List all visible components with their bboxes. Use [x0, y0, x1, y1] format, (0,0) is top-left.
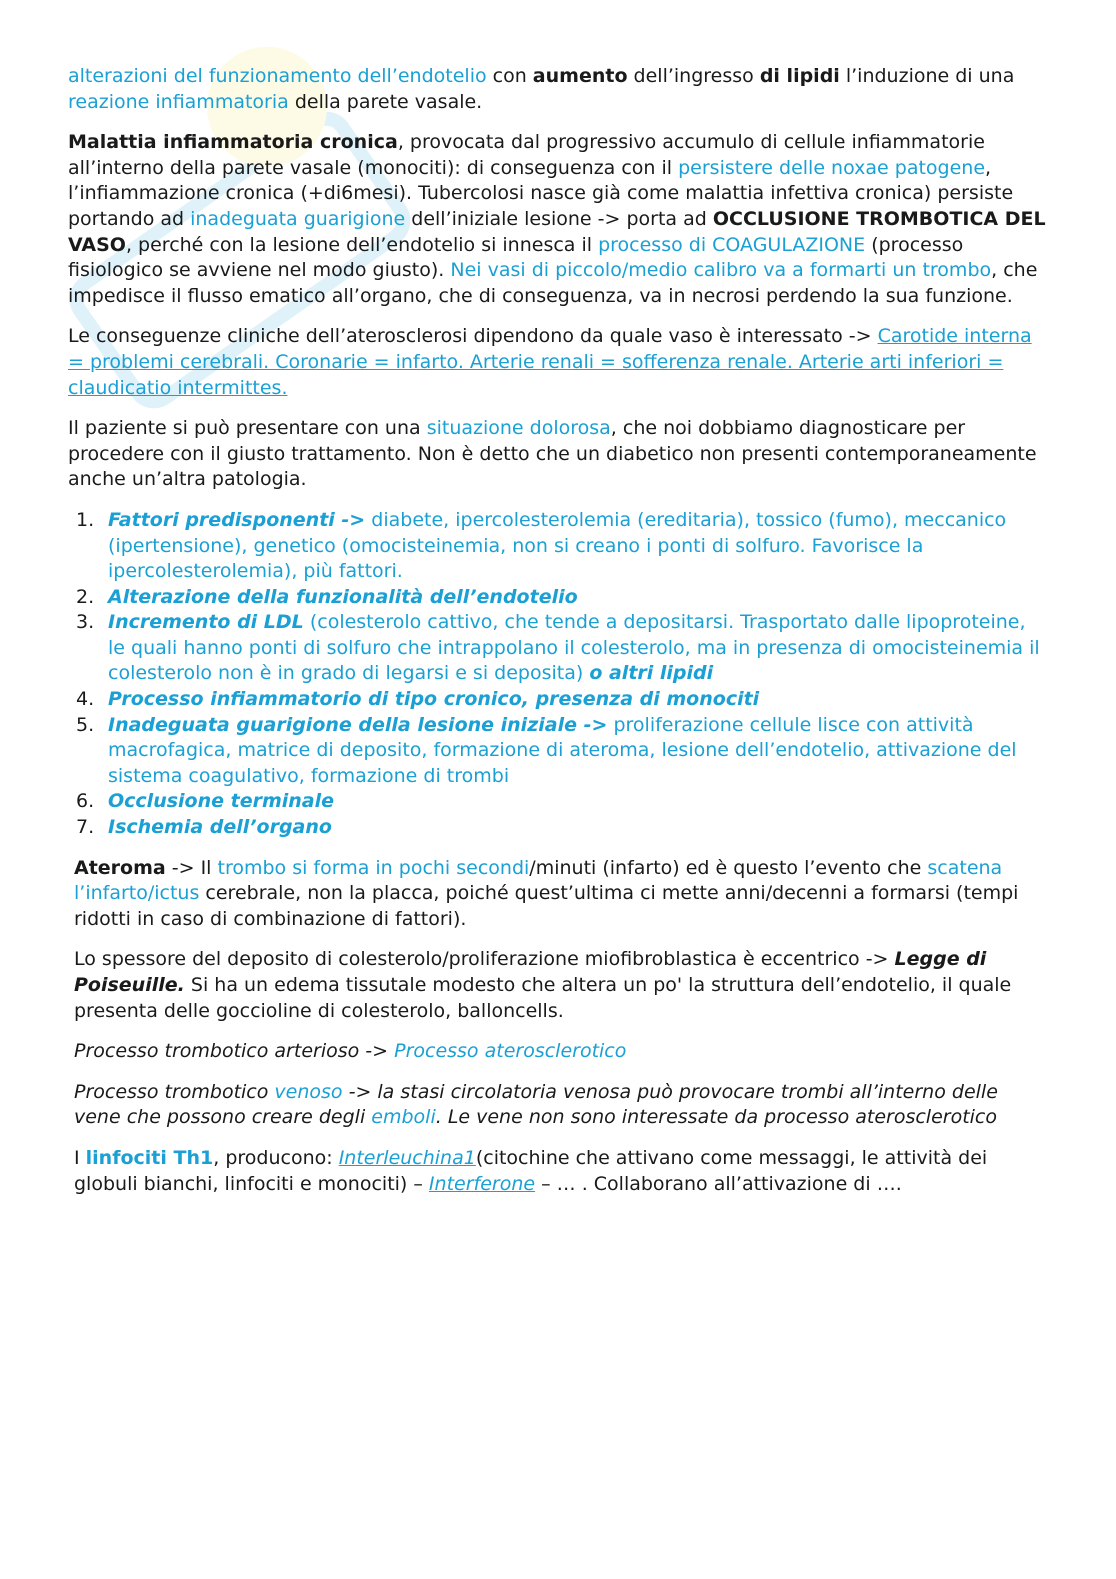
- highlight-text: alterazioni del funzionamento dell’endotelio: [68, 65, 487, 87]
- numbered-list: [68, 508, 1048, 841]
- paragraph-3: Le conseguenze cliniche dell’aterosclerosi dipendono da quale vaso è interessato -> Carotide interna = problemi cerebrali. Coronarie = infarto. Arterie renali = sofferenza renale. Arterie arti inferiori = claudicatio intermittes.: [68, 325, 1032, 399]
- link-text[interactable]: Interleuchina1: [338, 1146, 476, 1169]
- document-page: [68, 64, 1048, 1212]
- list-item: 6. Occlusione terminale: [76, 790, 335, 813]
- list-item: 4. Processo infiammatorio di tipo cronico, presenza di monociti: [76, 688, 760, 711]
- paragraph-9: I linfociti Th1, producono: Interleuchina1(citochine che attivano come messaggi, le attività dei globuli bianchi, linfociti e monociti) – Interferone – … . Collaborano all’attivazione di ….: [74, 1146, 988, 1195]
- paragraph-8: Processo trombotico venoso -> la stasi circolatoria venosa può provocare trombi all’interno delle vene che possono creare degli emboli. Le vene non sono interessate da processo aterosclerotico: [74, 1080, 998, 1129]
- bold-heading: Malattia infiammatoria cronica: [68, 131, 398, 154]
- list-item: 2. Alterazione della funzionalità dell’endotelio: [76, 585, 578, 608]
- list-item: 5. Inadeguata guarigione della lesione iniziale -> proliferazione cellule lisce con attività macrofagica, matrice di deposito, formazione di ateroma, lesione dell’endotelio, attivazione del sistema coagulativo, formazione di trombi: [76, 713, 1017, 787]
- bold-text: di lipidi: [759, 65, 840, 87]
- link-text[interactable]: Carotide interna = problemi cerebrali. Coronarie = infarto. Arterie renali = sofferenza renale. Arterie arti inferiori = claudicatio intermittes.: [68, 325, 1032, 399]
- list-item: 3. Incremento di LDL (colesterolo cattivo, che tende a depositarsi. Trasportato dalle lipoproteine, le quali hanno ponti di solfuro che intrappolano il colesterolo, ma in presenza di omocisteinemia il colesterolo non è in grado di legarsi e si deposita) o altri lipidi: [76, 611, 1040, 685]
- list-item: 7. Ischemia dell’organo: [76, 816, 332, 839]
- paragraph-4: Il paziente si può presentare con una situazione dolorosa, che noi dobbiamo diagnosticare per procedere con il giusto trattamento. Non è detto che un diabetico non presenti contemporaneamente anche un’altra patologia.: [68, 417, 1037, 491]
- paragraph-6: Lo spessore del deposito di colesterolo/proliferazione miofibroblastica è eccentrico -> Legge di Poiseuille. Si ha un edema tissutale modesto che altera un po' la struttura dell’endotelio, il quale presenta delle goccioline di colesterolo, balloncells.: [74, 948, 1012, 1022]
- paragraph-7: Processo trombotico arterioso -> Processo aterosclerotico: [74, 1040, 627, 1063]
- list-item: 1. Fattori predisponenti -> diabete, ipercolesterolemia (ereditaria), tossico (fumo), meccanico (ipertensione), genetico (omocisteinemia, non si creano i ponti di solfuro. Favorisce la ipercolesterolemia), più fattori.: [76, 508, 1007, 583]
- paragraph-5: Ateroma -> Il trombo si forma in pochi secondi/minuti (infarto) ed è questo l’evento che scatena l’infarto/ictus cerebrale, non la placca, poiché quest’ultima ci mette anni/decenni a formarsi (tempi ridotti in caso di combinazione di fattori).: [74, 856, 1019, 930]
- bold-text: aumento: [532, 65, 628, 87]
- highlight-text: reazione infiammatoria: [68, 90, 289, 113]
- paragraph-2: Malattia infiammatoria cronica, provocata dal progressivo accumulo di cellule infiammatorie all’interno della parete vasale (monociti): di conseguenza con il persistere delle noxae patogene, l’infiammazione cronica (+di6mesi). Tubercolosi nasce già come malattia infettiva cronica) persiste portando ad inadeguata guarigione dell’iniziale lesione -> porta ad OCCLUSIONE TROMBOTICA DEL VASO, perché con la lesione dell’endotelio si innesca il processo di COAGULAZIONE (processo fisiologico se avviene nel modo giusto). Nei vasi di piccolo/medio calibro va a formarti un trombo, che impedisce il flusso ematico all’organo, che di conseguenza, va in necrosi perdendo la sua funzione.: [68, 131, 1046, 307]
- link-text[interactable]: Interferone: [428, 1172, 536, 1195]
- paragraph-1: alterazioni del funzionamento dell’endotelio con aumento dell’ingresso di lipidi l’induzione di una reazione infiammatoria della parete vasale.: [68, 65, 1015, 113]
